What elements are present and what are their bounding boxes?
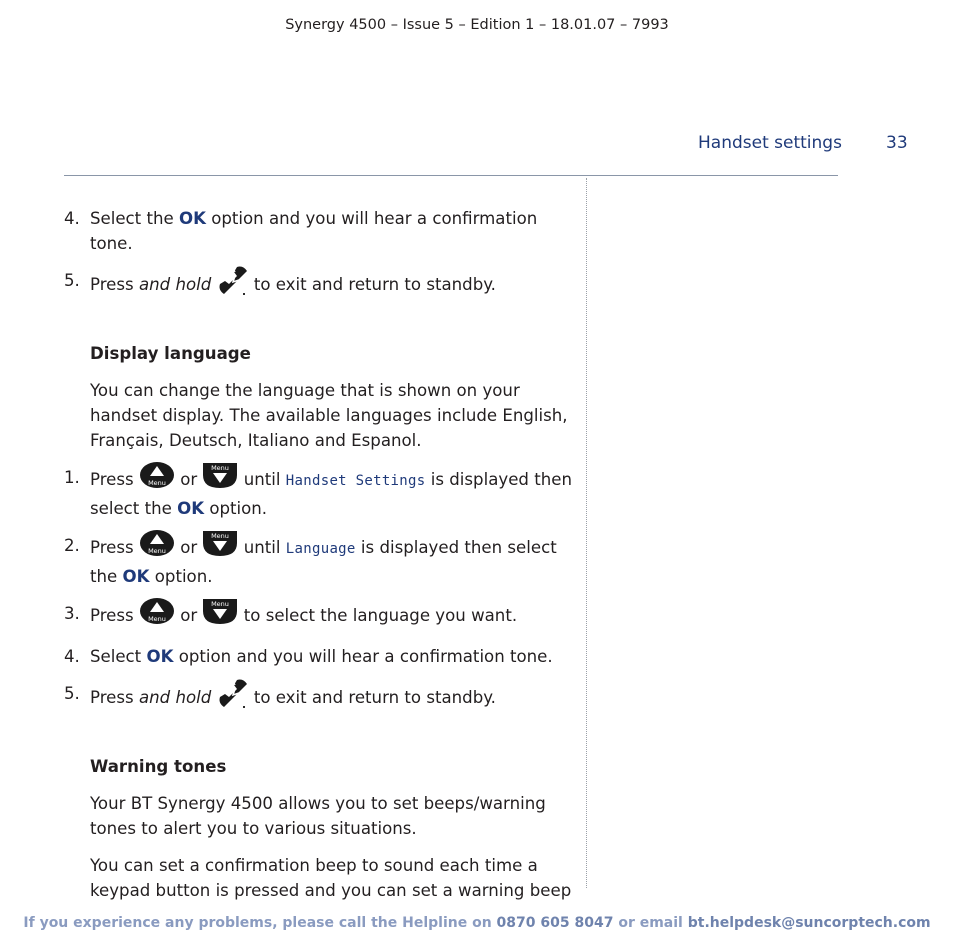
column-divider	[586, 178, 587, 888]
language-step-4: 4. Select OK option and you will hear a confirmation tone.	[64, 647, 553, 666]
svg-text:Menu: Menu	[211, 600, 230, 608]
menu-down-button-icon	[202, 529, 238, 564]
header-rule	[64, 175, 838, 176]
svg-text:Menu: Menu	[148, 547, 166, 555]
display-language-heading: Display language	[90, 344, 251, 363]
menu-up-button-icon	[139, 461, 175, 496]
menu-up-button-icon	[139, 529, 175, 564]
language-step-3: 3. Press Menu or Menu to select the language you want.	[64, 601, 574, 632]
menu-down-button-icon	[202, 461, 238, 496]
display-language-intro: You can change the language that is shown on your handset display. The available languages include English, Français, Deutsch, Italiano and Espanol.	[90, 381, 568, 450]
svg-text:Menu: Menu	[211, 532, 230, 540]
svg-text:Menu: Menu	[148, 479, 166, 487]
menu-down-button-icon	[202, 597, 238, 632]
section-title: Handset settings	[698, 133, 842, 153]
language-step-1: 1. Press Menu or Menu until Handset Settings is displayed then select the OK option.	[64, 465, 574, 521]
warning-tones-heading: Warning tones	[90, 757, 227, 776]
page-body	[64, 206, 574, 915]
menu-up-button-icon	[139, 597, 175, 632]
lcd-text: Language	[285, 541, 356, 557]
language-step-2: 2. Press Menu or Menu until Language is displayed then select the OK option.	[64, 533, 574, 589]
end-call-button-icon	[217, 677, 249, 716]
helpline-footer: If you experience any problems, please call the Helpline on 0870 605 8047 or email bt.helpdesk@suncorptech.com	[23, 915, 931, 931]
warning-tones-para-2: You can set a confirmation beep to sound each time a keypad button is pressed and you can set a warning beep	[90, 856, 572, 900]
svg-text:Menu: Menu	[148, 615, 166, 623]
helpline-email: bt.helpdesk@suncorptech.com	[687, 915, 931, 931]
lcd-text: Handset Settings	[285, 473, 426, 489]
step-4-top: 4. Select the OK option and you will hear a confirmation tone.	[64, 209, 538, 253]
end-call-button-icon	[217, 264, 249, 303]
helpline-phone: 0870 605 8047	[496, 915, 614, 931]
language-step-5: 5. Press and hold to exit and return to standby.	[64, 681, 574, 716]
step-5-top: 5. Press and hold to exit and return to standby.	[64, 268, 574, 303]
document-info-header: Synergy 4500 – Issue 5 – Edition 1 – 18.01.07 – 7993	[285, 17, 669, 33]
page-number: 33	[886, 133, 908, 153]
svg-text:Menu: Menu	[211, 464, 230, 472]
warning-tones-para-1: Your BT Synergy 4500 allows you to set beeps/warning tones to alert you to various situations.	[90, 794, 546, 838]
